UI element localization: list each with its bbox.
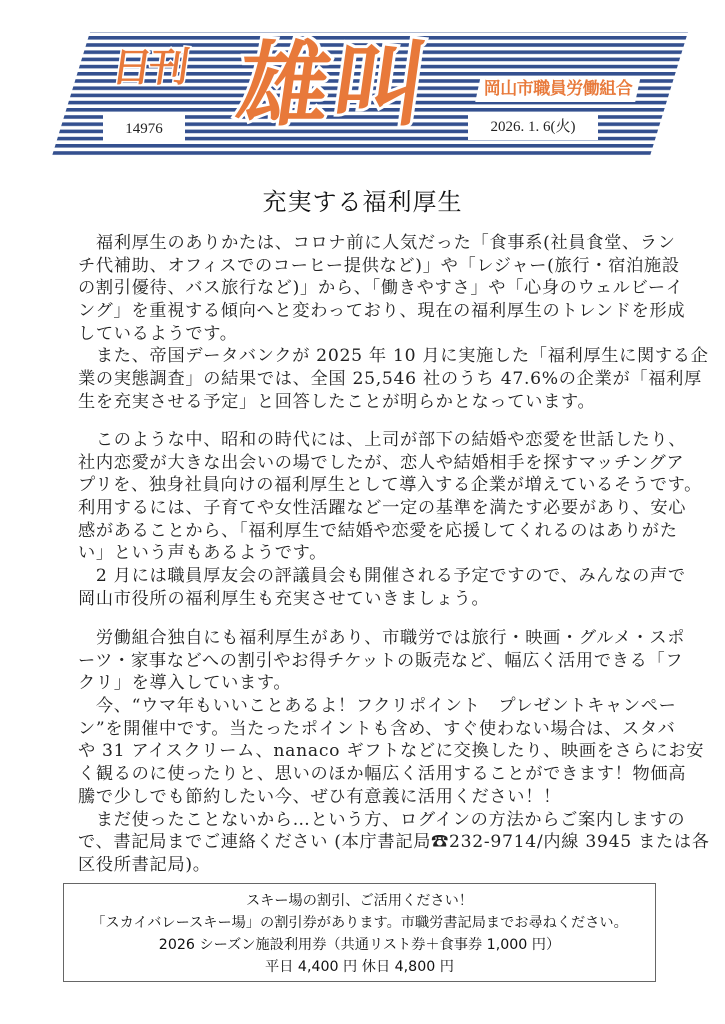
text-line: 区役所書記局)。 [78,854,211,875]
text-line: 岡山市役所の福利厚生も充実させていきましょう。 [78,588,490,609]
text-line: 騰で少しでも節約したい今、ぜひ有意義に活用ください！！ [78,786,561,807]
text-line: 労働組合独自にも福利厚生があり、市職労では旅行・映画・グルメ・スポ [78,628,686,648]
text-line: や 31 アイスクリーム、nanaco ギフトなどに交換したり、映画をさらにお安 [78,741,705,762]
text-line: 今、“ウマ年もいいことあるよ！フクリポイント プレゼントキャンペー [78,696,677,717]
ski-discount-notice [63,883,656,982]
text-line: ング」を重視する傾向へと変わっており、現在の福利厚生のトレンドを形成 [78,301,686,322]
text-line: 業の実態調査」の結果では、全国 25,546 社のうち 47.6%の企業が「福利厚 [78,369,702,390]
text-line: 利用するには、子育てや女性活躍など一定の基準を満たす必要があり、安心 [78,498,687,519]
text-line: い」という声もあるようです。 [78,543,328,564]
text-line: まだ使ったことないから…という方、ログインの方法からご案内しますの [78,809,686,830]
text-line: 生を充実させる予定」と回答したことが明らかとなっています。 [78,391,596,412]
masthead-logo-title: 雄叫 [230,32,438,139]
notice-prices: 平日 4,400 円 休日 4,800 円 [265,959,454,975]
article-title: 充実する福利厚生 [262,188,463,216]
text-line: ーツ・家事などへの割引やお得チケットの販売など、幅広く活用できる「フ [78,650,684,671]
notice-line: 2026 シーズン施設利用券（共通リスト券＋食事券 1,000 円） [158,937,561,953]
text-line: このような中、昭和の時代には、上司が部下の結婚や恋愛を世話したり、 [78,430,687,450]
text-line: の割引優待、バス旅行など)」から、「働きやすさ」や「心身のウェルビーイ [78,278,684,299]
issue-number: 14976 [103,115,185,143]
text-line: クリ」を導入しています。 [78,673,292,694]
article-paragraph-2 [78,429,703,611]
text-line: 福利厚生のありかたは、コロナ前に人気だった「食事系(社員食堂、ラン [78,233,676,253]
text-line: で、書記局までご連絡ください (本庁書記局☎232-9714/内線 3945 または各 [78,832,710,853]
article-paragraph-1 [78,232,709,414]
text-line: しているようです。 [78,323,238,344]
union-name-label [475,76,641,102]
text-line: く観るのに使ったりと、思いのほか幅広く活用することができます！物価高 [78,764,687,785]
text-line: 2 月には職員厚友会の評議員会も開催される予定ですので、みんなの声で [78,566,686,587]
issue-date: 2026. 1. 6(火) [468,114,598,140]
masthead-logo-daily: 日刊 [108,45,190,91]
text-line: 感があることから、「福利厚生で結婚や恋愛を応援してくれるのはありがた [78,520,678,541]
text-line: また、帝国データバンクが 2025 年 10 月に実施した「福利厚生に関する企 [78,346,709,367]
text-line: チ代補助、オフィスでのコーヒー提供など)」や「レジャー(旅行・宿泊施設 [78,255,680,276]
union-name-text: 岡山市職員労働組合 [483,79,633,99]
notice-line: 「スカイバレースキー場」の割引券があります。市職労書記局までお尋ねください。 [91,915,628,931]
text-line: ン”を開催中です。当たったポイントも含め、すぐ使わない場合は、スタバ [78,718,676,739]
article-paragraph-3 [78,627,710,877]
text-line: 社内恋愛が大きな出会いの場でしたが、恋人や結婚相手を探すマッチングア [78,452,685,473]
notice-heading: スキー場の割引、ご活用ください！ [245,893,473,909]
text-line: プリを、独身社員向けの福利厚生として導入する企業が増えているそうです。 [78,475,703,496]
masthead [0,0,725,170]
